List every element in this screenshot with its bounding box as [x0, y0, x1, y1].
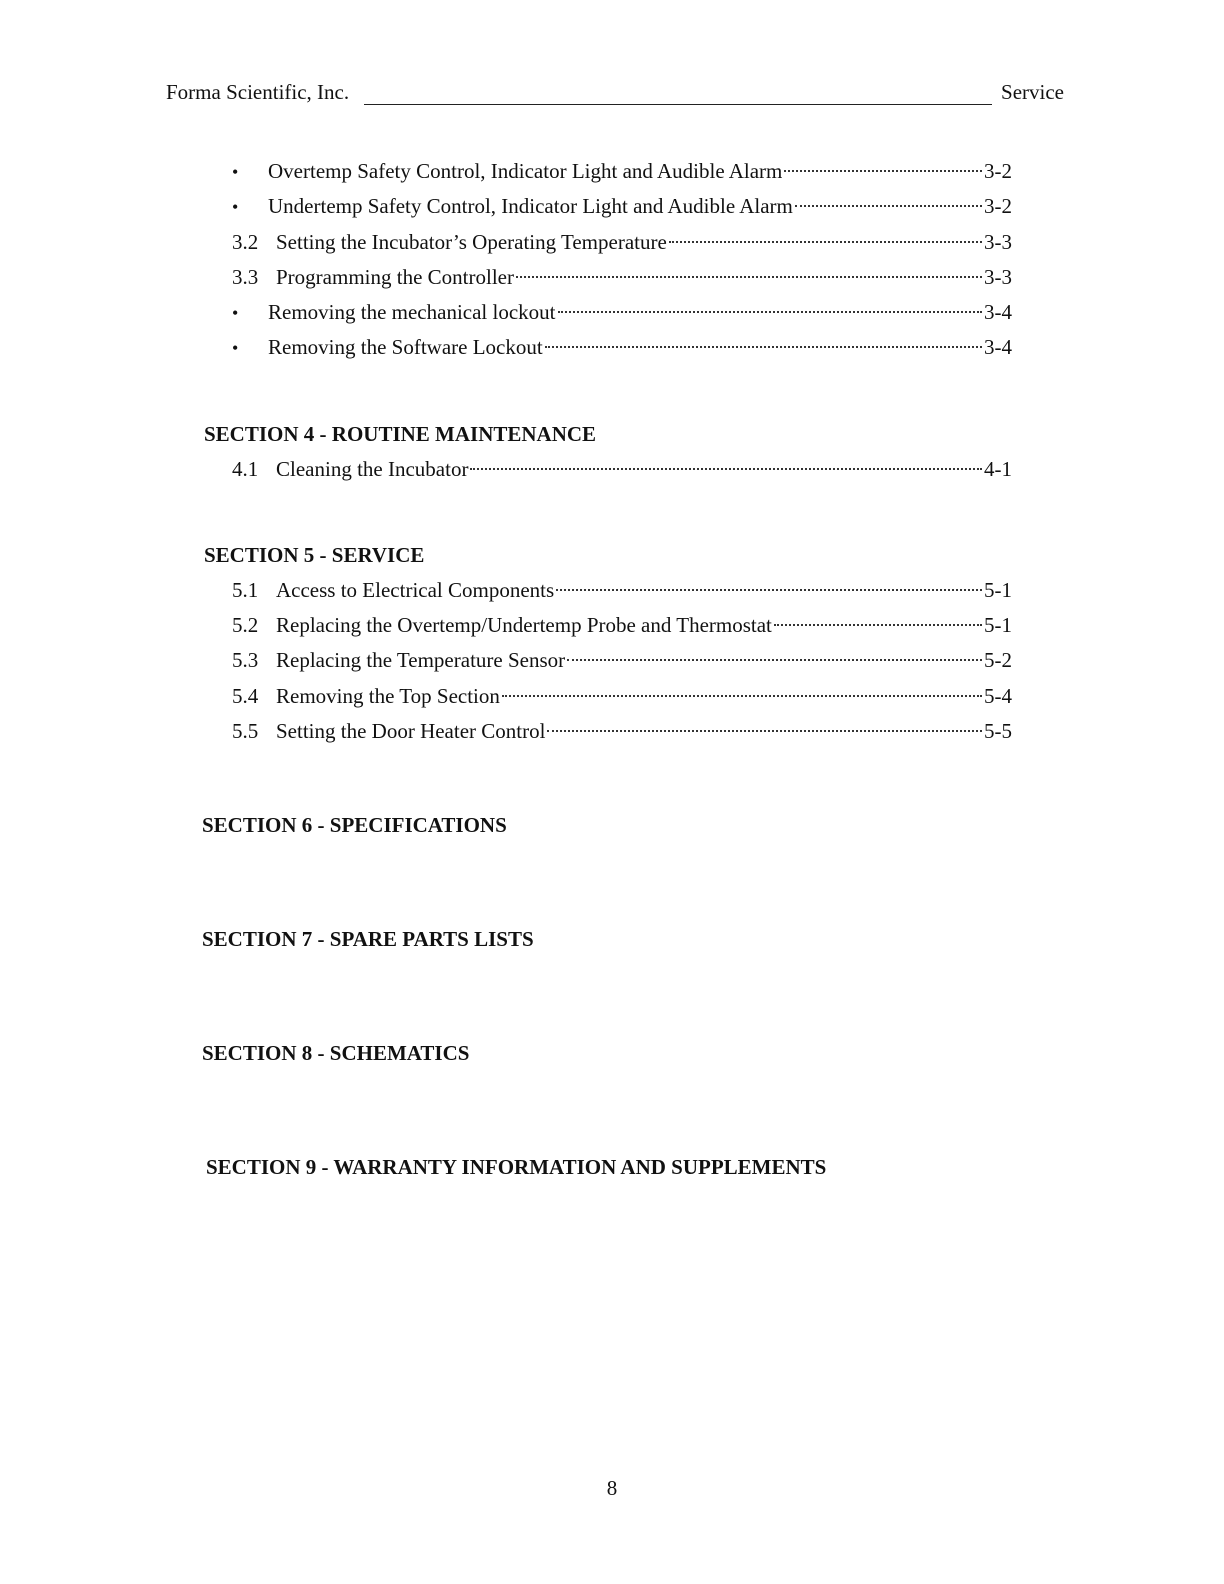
toc-entry-title: Removing the Software Lockout: [268, 335, 543, 359]
toc-entry-title: Programming the Controller: [276, 265, 514, 289]
page-header: [166, 80, 1064, 110]
toc-entry-title: Access to Electrical Components: [276, 578, 555, 602]
toc-entry[interactable]: [232, 262, 1012, 292]
section-4-heading[interactable]: SECTION 4 - ROUTINE MAINTENANCE: [204, 422, 597, 446]
toc-entry-page: 4-1: [984, 457, 1012, 481]
dot-leader: [470, 467, 982, 470]
dot-leader: [795, 204, 982, 207]
toc-entry-title: Setting the Door Heater Control: [276, 719, 546, 743]
dot-leader: [502, 694, 982, 697]
dot-leader: [784, 169, 982, 172]
section-number: 5.4: [232, 684, 259, 708]
dot-leader: [669, 240, 982, 243]
toc-entry-title: Replacing the Overtemp/Undertemp Probe and Thermostat: [276, 613, 772, 637]
toc-entry[interactable]: [232, 645, 1012, 675]
dot-leader: [545, 345, 982, 348]
toc-entry-page: 5-1: [984, 578, 1012, 602]
company-name: Forma Scientific, Inc.: [166, 80, 350, 104]
toc-entry-page: 3-3: [984, 265, 1012, 289]
section-number: 5.5: [232, 719, 259, 743]
toc-entry[interactable]: [232, 610, 1012, 640]
toc-entry[interactable]: [232, 681, 1012, 711]
header-section: Service: [1001, 80, 1064, 104]
toc-entry-page: 5-4: [984, 684, 1012, 708]
bullet-marker: •: [232, 162, 239, 182]
dot-leader: [774, 623, 982, 626]
toc-entry-title: Replacing the Temperature Sensor: [276, 648, 566, 672]
section-8-heading[interactable]: SECTION 8 - SCHEMATICS: [202, 1041, 470, 1065]
dot-leader: [547, 729, 982, 732]
toc-entry-page: 3-4: [984, 335, 1012, 359]
section-number: 3.3: [232, 265, 259, 289]
toc-entry-page: 3-2: [984, 159, 1012, 183]
toc-entry-title: Removing the mechanical lockout: [268, 300, 556, 324]
toc-entry-page: 5-2: [984, 648, 1012, 672]
section-number: 4.1: [232, 457, 259, 481]
toc-entry[interactable]: [232, 227, 1012, 257]
bullet-marker: •: [232, 303, 239, 323]
toc-entry-page: 5-1: [984, 613, 1012, 637]
toc-entry-page: 3-2: [984, 194, 1012, 218]
dot-leader: [567, 658, 982, 661]
dot-leader: [516, 275, 982, 278]
section-number: 3.2: [232, 230, 259, 254]
section-9-heading[interactable]: SECTION 9 - WARRANTY INFORMATION AND SUPPLEMENTS: [206, 1155, 827, 1179]
toc-entry-title: Removing the Top Section: [276, 684, 500, 708]
toc-entry[interactable]: [232, 716, 1012, 746]
header-rule: [364, 104, 992, 105]
toc-entry-page: 3-4: [984, 300, 1012, 324]
toc-entry[interactable]: [232, 297, 1012, 327]
toc-entry[interactable]: [232, 454, 1012, 484]
page-number: 8: [606, 1476, 618, 1500]
toc-entry-title: Cleaning the Incubator: [276, 457, 469, 481]
bullet-marker: •: [232, 197, 239, 217]
toc-entry-title: Overtemp Safety Control, Indicator Light and Audible Alarm: [268, 159, 783, 183]
toc-entry[interactable]: [232, 191, 1012, 221]
toc-entry-page: 5-5: [984, 719, 1012, 743]
dot-leader: [558, 310, 983, 313]
toc-entry[interactable]: [232, 156, 1012, 186]
section-7-heading[interactable]: SECTION 7 - SPARE PARTS LISTS: [202, 927, 534, 951]
section-number: 5.2: [232, 613, 259, 637]
toc-entry-title: Setting the Incubator’s Operating Temperature: [276, 230, 667, 254]
section-number: 5.3: [232, 648, 259, 672]
section-number: 5.1: [232, 578, 259, 602]
toc-entry-page: 3-3: [984, 230, 1012, 254]
bullet-marker: •: [232, 338, 239, 358]
toc-entry-title: Undertemp Safety Control, Indicator Light and Audible Alarm: [268, 194, 793, 218]
section-6-heading[interactable]: SECTION 6 - SPECIFICATIONS: [202, 813, 507, 837]
toc-entry[interactable]: [232, 575, 1012, 605]
dot-leader: [556, 588, 982, 591]
toc-entry[interactable]: [232, 332, 1012, 362]
section-5-heading[interactable]: SECTION 5 - SERVICE: [204, 543, 425, 567]
